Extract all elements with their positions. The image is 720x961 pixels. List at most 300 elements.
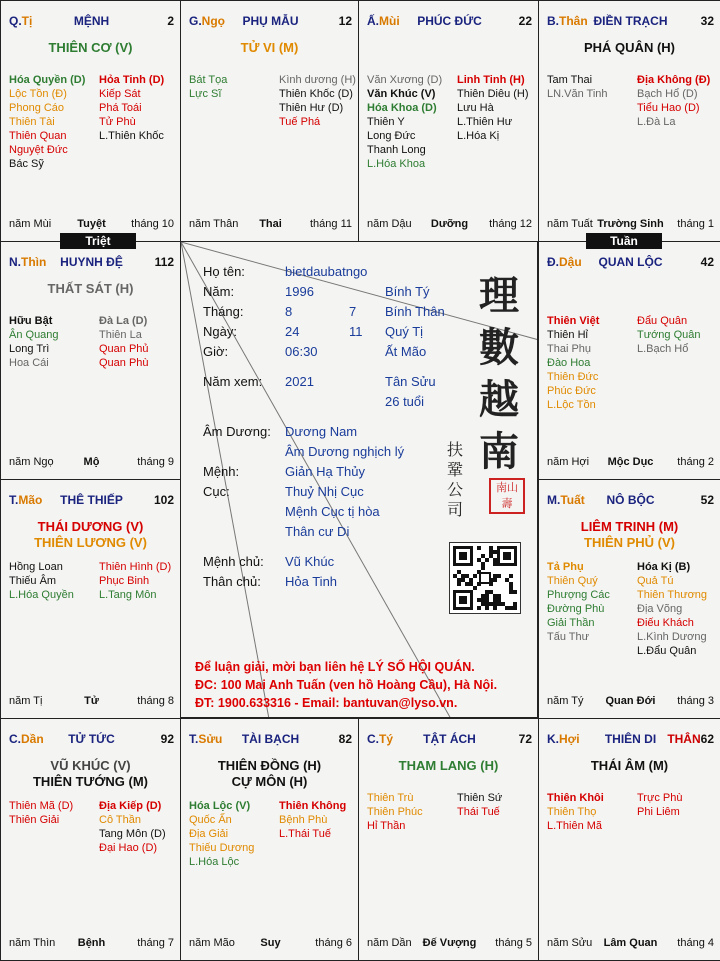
palace-name: PHÚC ĐỨC <box>417 14 482 28</box>
palace-header <box>547 14 714 30</box>
than-chu-label: Thân chủ: <box>203 574 261 589</box>
star-name: Ân Quang <box>9 329 59 341</box>
palace-chi: Tý <box>379 732 394 746</box>
star-name: Phong Cáo <box>9 102 65 114</box>
palace-header <box>547 493 714 509</box>
palace-can: C. <box>9 732 21 746</box>
star-name: Thiên La <box>99 329 142 341</box>
menh-value: Giản Hạ Thủy <box>285 464 365 479</box>
palace-cell[interactable] <box>0 241 181 480</box>
palace-cell[interactable] <box>180 0 359 242</box>
star-name: L.Lộc Tồn <box>547 399 596 411</box>
star-name: Thiên Tài <box>9 116 55 128</box>
month-label: tháng 7 <box>137 937 174 949</box>
palace-chi: Hợi <box>559 732 580 746</box>
day-solar: 24 <box>285 324 300 339</box>
star-name: Thiên Trù <box>367 792 414 804</box>
star-name: Tuế Phá <box>279 116 321 128</box>
phase-label: Lâm Quan <box>603 937 658 949</box>
star-name: Thiên Y <box>367 116 405 128</box>
phase-label: Tuyệt <box>77 218 106 230</box>
star-name: Thiên Thọ <box>547 806 597 818</box>
right-star-column <box>99 799 166 855</box>
palace-chi: Thân <box>559 14 588 28</box>
left-star-column <box>9 73 85 171</box>
palace-chi: Sửu <box>198 732 223 746</box>
star-name: Kình dương (H) <box>279 74 356 86</box>
calligraphy-char: 南 <box>479 428 519 475</box>
palace-age-number: 112 <box>154 255 174 269</box>
star-name: Giải Thần <box>547 617 595 629</box>
left-star-column <box>189 73 227 101</box>
publisher-char: 公 <box>447 480 464 499</box>
palace-can: K. <box>547 732 559 746</box>
major-star: THÁI ÂM (M) <box>590 758 669 773</box>
palace-age-number: 32 <box>700 14 714 28</box>
palace-name: QUAN LỘC <box>598 255 663 269</box>
right-star-column <box>637 314 701 356</box>
major-stars <box>181 758 358 790</box>
publisher-char: 鞏 <box>447 460 464 479</box>
right-star-column <box>279 799 346 841</box>
publisher-char: 司 <box>447 500 464 519</box>
star-name: L.Hóa Kị <box>457 130 500 142</box>
star-name: Phượng Các <box>547 589 610 601</box>
star-name: L.Thiên Hư <box>457 116 513 128</box>
star-name: Bệnh Phù <box>279 814 328 826</box>
age: 26 tuổi <box>385 394 425 409</box>
month-label: tháng 6 <box>315 937 352 949</box>
than-chu-value: Hỏa Tinh <box>285 574 338 589</box>
star-name: Thiên Giải <box>9 814 60 826</box>
palace-footer <box>9 456 174 470</box>
left-star-column <box>547 560 610 644</box>
triet-tag: Triệt <box>60 233 136 249</box>
star-name: Phi Liêm <box>637 806 680 818</box>
star-name: Long Trì <box>9 343 50 355</box>
amduong-value: Dương Nam <box>285 424 358 439</box>
palace-name: HUYNH ĐỆ <box>60 255 123 269</box>
left-star-column <box>547 791 604 833</box>
menh-label: Mệnh: <box>203 464 240 479</box>
star-name: Đào Hoa <box>547 357 591 369</box>
phase-label: Trường Sinh <box>597 218 664 230</box>
palace-header <box>9 14 174 30</box>
palace-can: B. <box>547 14 559 28</box>
palace-can: C. <box>367 732 379 746</box>
palace-age-number: 2 <box>167 14 174 28</box>
right-star-column <box>637 73 710 129</box>
star-name: Thiên Sứ <box>457 792 503 804</box>
day-label: Ngày: <box>203 324 237 339</box>
major-stars <box>1 281 180 297</box>
left-star-column <box>9 314 59 370</box>
cuc-label: Cục: <box>203 484 230 499</box>
star-name: L.Hóa Khoa <box>367 158 426 170</box>
right-star-column <box>99 314 149 370</box>
year-label: năm Sửu <box>547 937 593 949</box>
phase-label: Mộ <box>83 456 100 468</box>
year-label: Năm: <box>203 284 235 299</box>
year-label: năm Thìn <box>9 937 56 949</box>
star-name: Quan Phủ <box>99 343 149 355</box>
star-name: Thiên Khôi <box>547 792 604 804</box>
palace-cell[interactable] <box>538 479 720 719</box>
palace-chi: Dậu <box>559 255 582 269</box>
month-label: tháng 5 <box>495 937 532 949</box>
palace-age-number: 92 <box>160 732 174 746</box>
year-label: năm Tý <box>547 695 584 707</box>
star-name: Thiên Không <box>279 800 347 812</box>
month-label: tháng 10 <box>131 218 174 230</box>
palace-header <box>9 732 174 748</box>
palace-cell[interactable] <box>0 479 181 719</box>
star-name: Phục Binh <box>99 575 150 587</box>
star-name: Hóa Khoa (D) <box>367 102 437 114</box>
cuc-note: Mệnh Cục tị hòa <box>285 504 380 519</box>
right-star-column <box>637 791 682 819</box>
right-star-column <box>457 791 502 819</box>
star-name: Tam Thai <box>547 74 593 86</box>
palace-footer <box>367 937 532 951</box>
palace-footer <box>9 218 174 232</box>
star-name: Văn Xương (D) <box>367 74 443 86</box>
palace-chi: Dần <box>21 732 44 746</box>
star-name: Thái Tuế <box>457 806 500 818</box>
contact-line: Để luận giải, mời bạn liên hệ LÝ SỐ HỘI QUÁN. <box>195 660 475 674</box>
publisher-char: 扶 <box>447 440 464 459</box>
palace-can: Q. <box>9 14 22 28</box>
palace-age-number: 102 <box>153 493 174 507</box>
calligraphy-logo <box>469 270 529 478</box>
major-star: CỰ MÔN (H) <box>231 774 308 789</box>
phase-label: Suy <box>260 937 281 949</box>
qr-code-pattern <box>450 543 520 613</box>
calligraphy-char: 理 <box>479 272 519 319</box>
year-canchi: Bính Tý <box>385 284 430 299</box>
star-name: Trực Phù <box>637 792 683 804</box>
star-name: Địa Không (Đ) <box>637 74 711 86</box>
right-star-column <box>279 73 356 129</box>
year-label: năm Hợi <box>547 456 590 468</box>
left-star-column <box>367 73 442 171</box>
palace-footer <box>367 218 532 232</box>
star-name: Thiên Hỉ <box>547 329 588 341</box>
palace-footer <box>547 456 714 470</box>
phase-label: Đế Vượng <box>422 937 477 949</box>
palace-header <box>367 14 532 30</box>
star-name: Hữu Bật <box>9 315 53 327</box>
star-name: Thai Phụ <box>547 343 592 355</box>
star-name: Hoa Cái <box>9 357 49 369</box>
palace-can: M. <box>547 493 561 507</box>
center-panel <box>180 241 538 718</box>
star-name: Thiên Khốc (D) <box>279 88 353 100</box>
year-label: năm Mùi <box>9 218 52 230</box>
palace-footer <box>189 218 352 232</box>
star-name: Địa Võng <box>637 603 683 615</box>
star-name: Tử Phù <box>99 116 136 128</box>
phase-label: Mộc Dục <box>607 456 654 468</box>
star-name: Kiếp Sát <box>99 88 141 100</box>
major-star: THIÊN PHỦ (V) <box>584 535 675 550</box>
palace-name: THÊ THIẾP <box>60 493 123 507</box>
view-year-canchi: Tân Sửu <box>385 374 436 389</box>
star-name: Hóa Lộc (V) <box>189 800 251 812</box>
major-stars <box>1 758 180 790</box>
view-year-value: 2021 <box>285 374 314 389</box>
palace-age-number: 52 <box>700 493 714 507</box>
star-name: Thiên Thương <box>637 589 708 601</box>
major-star: THIÊN LƯƠNG (V) <box>34 535 147 550</box>
star-name: Lộc Tồn (Đ) <box>9 88 67 100</box>
star-name: L.Thiên Khốc <box>99 130 164 142</box>
red-seal: 南山壽 <box>489 478 525 514</box>
palace-chi: Ngọ <box>201 14 225 28</box>
left-star-column <box>367 791 423 833</box>
star-name: Địa Kiếp (D) <box>99 800 162 812</box>
major-star: PHÁ QUÂN (H) <box>584 40 675 55</box>
star-name: Đại Hao (D) <box>99 842 158 854</box>
star-name: Thanh Long <box>367 144 426 156</box>
star-name: Thiếu Dương <box>189 842 255 854</box>
view-year-label: Năm xem: <box>203 374 263 389</box>
star-name: Long Đức <box>367 130 416 142</box>
star-name: Đà La (D) <box>99 315 148 327</box>
star-name: Điếu Khách <box>637 617 694 629</box>
palace-header <box>547 732 714 748</box>
major-star: LIÊM TRINH (M) <box>580 519 679 534</box>
name-label: Họ tên: <box>203 264 245 279</box>
year-value: 1996 <box>285 284 314 299</box>
name-value: bietdaubatngo <box>285 264 368 279</box>
year-label: năm Dậu <box>367 218 412 230</box>
month-label: tháng 4 <box>677 937 714 949</box>
star-name: Bác Sỹ <box>9 158 44 170</box>
amduong-label: Âm Dương: <box>203 424 271 439</box>
star-name: Cô Thần <box>99 814 141 826</box>
star-name: Hóa Kị (B) <box>637 561 691 573</box>
palace-age-number: 12 <box>338 14 352 28</box>
star-name: LN.Văn Tinh <box>547 88 608 100</box>
year-label: năm Tuất <box>547 218 593 230</box>
left-star-column <box>547 73 608 101</box>
major-stars <box>359 758 538 774</box>
left-star-column <box>189 799 254 869</box>
palace-name: NÔ BỘC <box>606 493 655 507</box>
than-cu: Thân cư Di <box>285 524 350 539</box>
star-name: Bát Tọa <box>189 74 228 86</box>
palace-cell[interactable] <box>538 718 720 961</box>
tuan-tag: Tuần <box>586 233 662 249</box>
star-name: Thiên Hư (D) <box>279 102 344 114</box>
calligraphy-char: 越 <box>479 376 519 423</box>
star-name: Hồng Loan <box>9 561 63 573</box>
star-name: Phá Toái <box>99 102 142 114</box>
year-label: năm Mão <box>189 937 235 949</box>
palace-footer <box>547 218 714 232</box>
left-star-column <box>547 314 599 412</box>
palace-cell[interactable] <box>538 0 720 242</box>
year-label: năm Thân <box>189 218 239 230</box>
palace-can: T. <box>189 732 199 746</box>
menh-chu-label: Mệnh chủ: <box>203 554 264 569</box>
palace-chi: Mão <box>18 493 43 507</box>
star-name: Thiên Diêu (H) <box>457 88 529 100</box>
month-label: Tháng: <box>203 304 244 319</box>
right-star-column <box>99 560 171 602</box>
star-name: L.Thiên Mã <box>547 820 603 832</box>
palace-footer <box>9 695 174 709</box>
palace-name: THIÊN DI <box>604 732 657 746</box>
star-name: Linh Tinh (H) <box>457 74 525 86</box>
major-stars <box>181 40 358 56</box>
month-label: tháng 2 <box>677 456 714 468</box>
palace-name: MỆNH <box>73 14 110 28</box>
major-stars <box>539 758 720 774</box>
month-label: tháng 9 <box>137 456 174 468</box>
palace-footer <box>547 937 714 951</box>
star-name: Quan Phù <box>99 357 149 369</box>
month-lunar: 7 <box>349 304 357 319</box>
palace-name: ĐIỀN TRẠCH <box>593 14 668 28</box>
palace-cell[interactable] <box>0 718 181 961</box>
palace-cell[interactable] <box>180 718 359 961</box>
major-star: THÁI DƯƠNG (V) <box>37 519 144 534</box>
star-name: L.Thái Tuế <box>279 828 331 840</box>
palace-chi: Mùi <box>379 14 400 28</box>
star-name: Tả Phụ <box>547 561 584 573</box>
palace-name: PHỤ MẪU <box>242 14 299 28</box>
palace-chi: Thìn <box>21 255 47 269</box>
palace-name: TẬT ÁCH <box>423 732 476 746</box>
phase-label: Thai <box>259 218 282 230</box>
phase-label: Quan Đới <box>605 695 656 707</box>
palace-cell[interactable] <box>358 718 539 961</box>
major-star: TỬ VI (M) <box>240 40 299 55</box>
major-star: THIÊN CƠ (V) <box>48 40 133 55</box>
star-name: Thiếu Âm <box>9 575 57 587</box>
star-name: Văn Khúc (V) <box>367 88 436 100</box>
star-name: L.Tang Môn <box>99 589 157 601</box>
star-name: Địa Giải <box>189 828 229 840</box>
star-name: Tấu Thư <box>547 631 590 643</box>
star-name: Đẩu Quân <box>637 315 688 327</box>
day-canchi: Quý Tị <box>385 324 424 339</box>
palace-cell[interactable] <box>538 241 720 480</box>
major-stars <box>539 519 720 551</box>
phase-label: Bệnh <box>77 937 106 949</box>
palace-can: N. <box>9 255 21 269</box>
palace-cell[interactable] <box>358 0 539 242</box>
palace-can: Ấ. <box>367 14 379 28</box>
palace-header <box>367 732 532 748</box>
palace-footer <box>189 937 352 951</box>
month-label: tháng 11 <box>309 218 352 230</box>
major-star: THIÊN TƯỚNG (M) <box>32 774 149 789</box>
amduong-note: Âm Dương nghịch lý <box>285 444 405 459</box>
star-name: Hóa Quyền (D) <box>9 74 86 86</box>
star-name: Thiên Mã (D) <box>9 800 74 812</box>
palace-can: Đ. <box>547 255 559 269</box>
palace-can: T. <box>9 493 19 507</box>
star-name: Thiên Đức <box>547 371 599 383</box>
star-name: Lực Sĩ <box>189 88 222 100</box>
palace-name: TỬ TỨC <box>68 732 115 746</box>
palace-age-number: 42 <box>700 255 714 269</box>
right-star-column <box>99 73 164 143</box>
palace-age-number: 72 <box>518 732 532 746</box>
month-canchi: Bính Thân <box>385 304 445 319</box>
star-name: Thiên Hình (D) <box>99 561 172 573</box>
star-name: Thiên Việt <box>547 315 600 327</box>
star-name: Hỉ Thần <box>367 820 406 832</box>
calligraphy-char: 數 <box>479 324 519 371</box>
palace-footer <box>9 937 174 951</box>
major-stars <box>1 40 180 56</box>
star-name: Tiểu Hao (D) <box>637 102 700 114</box>
palace-header <box>189 14 352 30</box>
month-label: tháng 3 <box>677 695 714 707</box>
than-marker: THÂN <box>667 732 701 746</box>
left-star-column <box>9 560 74 602</box>
hour-label: Giờ: <box>203 344 229 359</box>
palace-can: G. <box>189 14 202 28</box>
year-label: năm Ngọ <box>9 456 54 468</box>
major-stars <box>539 40 720 56</box>
palace-age-number: 22 <box>518 14 532 28</box>
palace-header <box>547 255 714 271</box>
major-star: THAM LANG (H) <box>398 758 499 773</box>
palace-footer <box>547 695 714 709</box>
year-label: năm Dần <box>367 937 412 949</box>
star-name: Đường Phù <box>547 603 605 615</box>
left-star-column <box>9 799 73 827</box>
star-name: Nguyệt Đức <box>9 144 68 156</box>
palace-cell[interactable] <box>0 0 181 242</box>
star-name: L.Bạch Hổ <box>637 343 689 355</box>
star-name: Quốc Ấn <box>189 814 232 826</box>
palace-age-number: 82 <box>338 732 352 746</box>
palace-header <box>189 732 352 748</box>
publisher-mark <box>447 440 467 520</box>
hour-value: 06:30 <box>285 344 318 359</box>
right-star-column <box>637 560 707 658</box>
qr-code[interactable] <box>449 542 521 614</box>
phase-label: Tử <box>84 695 99 707</box>
star-name: Quả Tú <box>637 575 674 587</box>
star-name: Tướng Quân <box>637 329 701 341</box>
year-label: năm Tị <box>9 695 43 707</box>
palace-age-number <box>663 732 714 746</box>
star-name: L.Đẩu Quân <box>637 645 697 657</box>
star-name: Thiên Phúc <box>367 806 423 818</box>
star-name: Tang Môn (D) <box>99 828 166 840</box>
star-name: L.Hóa Quyền <box>9 589 74 601</box>
hour-canchi: Ất Mão <box>385 344 427 359</box>
major-star: VŨ KHÚC (V) <box>50 758 131 773</box>
right-star-column <box>457 73 529 143</box>
star-name: L.Kình Dương <box>637 631 707 643</box>
palace-chi: Tị <box>21 14 33 28</box>
star-name: Thiên Quý <box>547 575 598 587</box>
palace-chi: Tuất <box>560 493 585 507</box>
star-name: L.Hóa Lộc <box>189 856 240 868</box>
star-name: Bạch Hổ (D) <box>637 88 698 100</box>
major-star: THẤT SÁT (H) <box>47 281 134 296</box>
palace-header <box>9 493 174 509</box>
age-number: 62 <box>700 732 714 746</box>
